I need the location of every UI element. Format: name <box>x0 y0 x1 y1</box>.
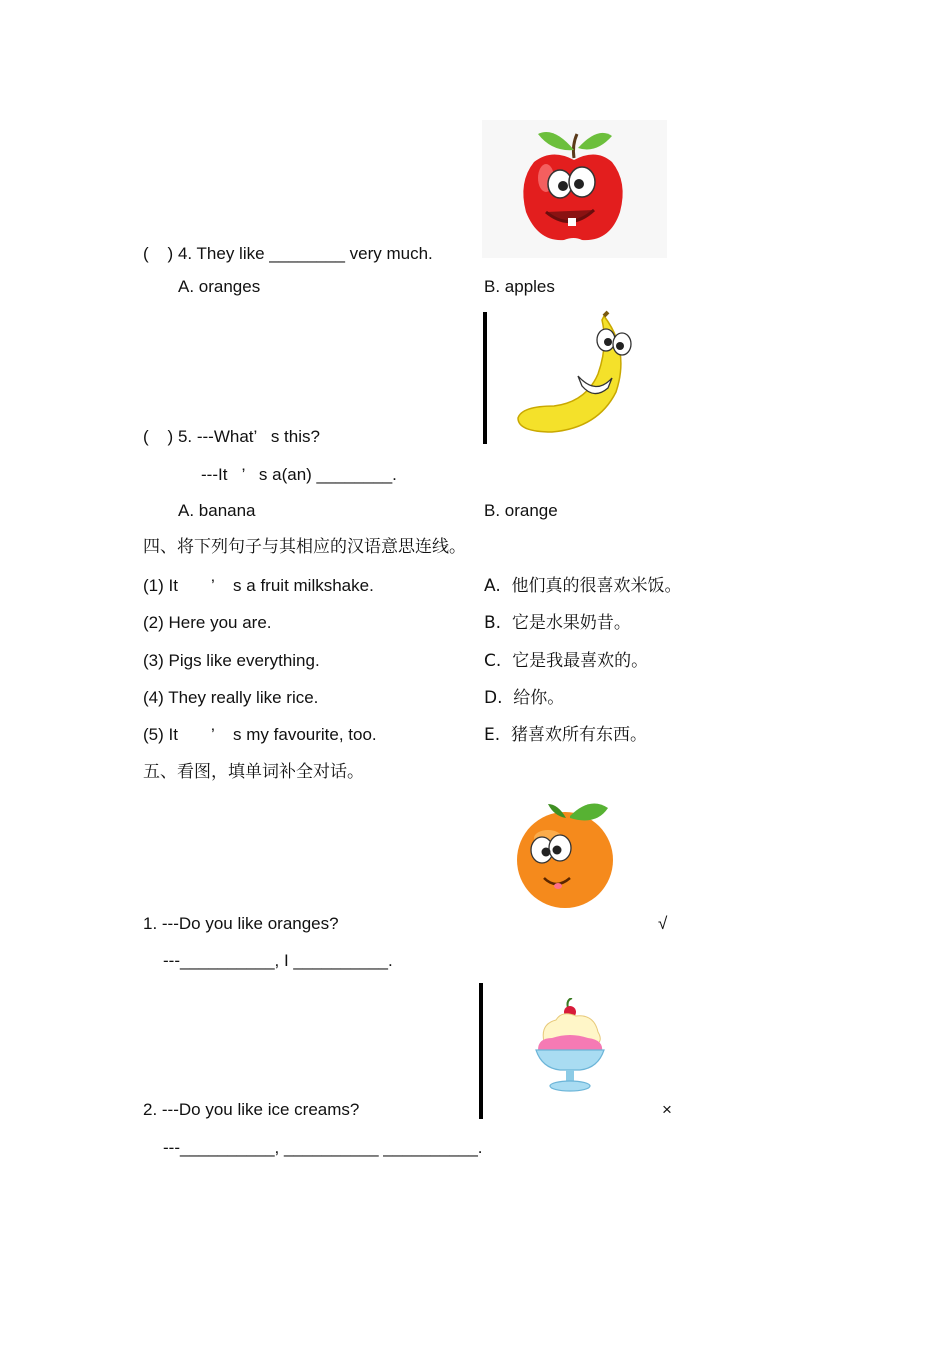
q5-option-b: B. orange <box>484 501 558 520</box>
orange-icon <box>508 798 623 910</box>
s5-q1-check-mark: √ <box>658 914 668 933</box>
divider-bar <box>483 312 487 444</box>
q4-stem: ( ) 4. They like ________ very much. <box>143 244 433 263</box>
match-chinese-d: D. 给你。 <box>484 688 565 708</box>
s5-q1-answer-line[interactable]: ---__________, I __________. <box>163 951 393 970</box>
banana-icon <box>512 310 637 436</box>
divider-bar <box>479 983 483 1119</box>
match-chinese-b: B. 它是水果奶昔。 <box>484 613 631 633</box>
section5-heading: 五、看图，填单词补全对话。 <box>143 762 364 782</box>
match-chinese-e: E. 猪喜欢所有东西。 <box>484 725 647 745</box>
section4-heading: 四、将下列句子与其相应的汉语意思连线。 <box>143 537 466 557</box>
q4-option-a: A. oranges <box>178 277 261 296</box>
s5-q2-cross-mark: × <box>662 1100 672 1119</box>
apple-icon <box>482 120 667 258</box>
match-english-2: (2) Here you are. <box>143 613 272 632</box>
q5-answer-line: ---It ’ s a(an) ________. <box>201 465 397 484</box>
q4-option-b: B. apples <box>484 277 555 296</box>
match-chinese-a: A. 他们真的很喜欢米饭。 <box>484 576 682 596</box>
match-english-1: (1) It ’ s a fruit milkshake. <box>143 576 374 595</box>
s5-q2-answer-line[interactable]: ---__________, __________ __________. <box>163 1138 483 1157</box>
s5-q1-question: 1. ---Do you like oranges? <box>143 914 339 933</box>
match-english-4: (4) They really like rice. <box>143 688 319 707</box>
q5-stem: ( ) 5. ---What’ s this? <box>143 427 320 446</box>
ice-cream-icon <box>532 998 608 1094</box>
s5-q2-question: 2. ---Do you like ice creams? <box>143 1100 360 1119</box>
match-english-3: (3) Pigs like everything. <box>143 651 320 670</box>
match-english-5: (5) It ’ s my favourite, too. <box>143 725 377 744</box>
match-chinese-c: C. 它是我最喜欢的。 <box>484 651 649 671</box>
q5-option-a: A. banana <box>178 501 256 520</box>
